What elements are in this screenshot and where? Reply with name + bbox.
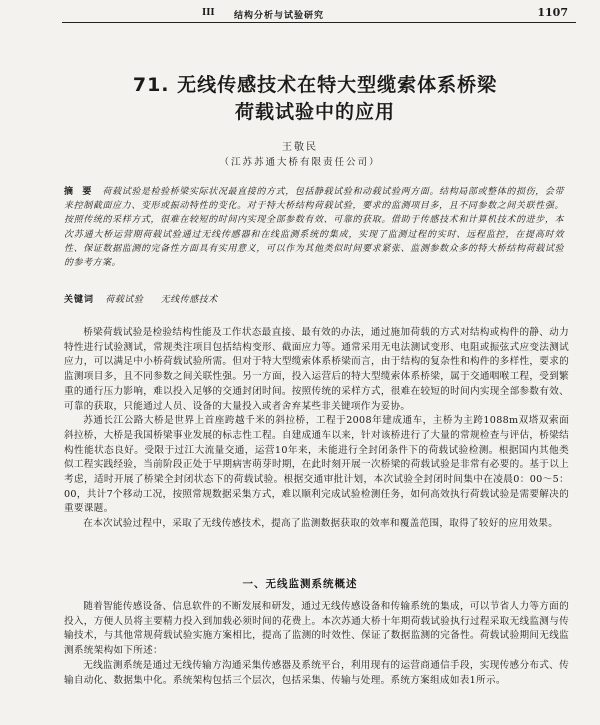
paragraph: 无线监测系统是通过无线传输方沟通采集传感器及系统平台，利用现有的运营商通信手段，实现传感分布式、传输自动化、数据集中化。系统架构包括三个层次，包括采集、传输与处理。系统方案组成如表1所示。 <box>64 659 569 686</box>
keywords-label: 关键词 <box>64 295 95 305</box>
section-heading: 一、无线监测系统概述 <box>242 578 358 590</box>
paragraph: 苏通长江公路大桥是世界上首座跨越千米的斜拉桥，工程于2008年建成通车，主桥为主跨1088m双塔双索面斜拉桥，大桥是我国桥梁事业发展的标志性工程。自建成通车以来，针对该桥进行了大量的常规检查与评估，桥梁结构性能状态良好。受限于过江大流量交通，运营10年来，未能进行全封闭条件下的荷载试验检测。根据国内其他类似工程实践经验，当前阶段正处于早期病害萌芽时期，在此时刻开展一次桥梁的荷载试验是非常有必要的。基于以上考虑，适时开展了桥梁全封闭状态下的荷载试验。根据交通审批计划，本次试验全封闭时间集中在凌晨0：00～5：00，共计7个移动工况，按照常规数据采集方式，难以顺利完成试验检测任务，如何高效执行荷载试验是需要解决的重要课题。 <box>64 415 569 515</box>
author: 王敬民 <box>282 142 318 153</box>
title-line-1: 71. 无线传感技术在特大型缆索体系桥梁 <box>132 74 498 96</box>
title-line-2: 荷载试验中的应用 <box>234 101 395 123</box>
paragraph: 随着智能传感设备、信息软件的不断发展和研发，通过无线传感设备和传输系统的集成，可以节省人力等方面的投入，方便人员将主要精力投入到加载必须时间的花费上。本次苏通大桥十年期荷载试验执行过程采取无线监测与传输技术，与其他常规荷载试验实施方案相比，提高了监测的时效性、保证了数据监测的完备性。荷载试验期间无线监测系统架构如下所述： <box>64 601 569 657</box>
keywords <box>64 292 564 305</box>
paragraph: 桥梁荷载试验是检验结构性能及工作状态最直接、最有效的办法，通过施加荷载的方式对结构或构件的静、动力特性进行试验测试，常规类注项目包括结构变形、截面应力等。通常采用无电法测试变形、电阻或振弦式应变法测试应力，可以满足中小桥荷载试验所需。但对于特大型缆索体系桥梁而言，由于结构的复杂性和构件的多样性，要求的监测项目多，且不同参数之间关联性强。另一方面，投入运营后的特大型缆索体系桥梁，属于交通咽喉工程，受到繁重的通行压力影响，难以投入足够的交通封闭时间。按照传统的采样方式，很难在较短的时间内实现全部参数有效、可靠的获取，只能通过人员、设备的大量投入或者舍弃某些非关键项作为妥协。 <box>64 327 569 412</box>
running-header <box>62 4 576 23</box>
paragraph: 在本次试验过程中，采取了无线传感技术，提高了监测数据获取的效率和覆盖范围，取得了较好的应用效果。 <box>83 518 559 530</box>
page-number: 1107 <box>537 6 568 19</box>
abstract-text: 荷载试验是检验桥梁实际状况最直接的方式，包括静载试验和动载试验两方面。结构局部或整体的损伤，会带来控制截面应力、变形或振动特性的变化。对于特大桥结构荷载试验，要求的监测项目多，且不同参数之间关联性强。按照传统的采样方式，很难在较短的时间内实现全部参数有效、可靠的获取。借助于传感技术和计算机技术的进步，本次苏通大桥运营期荷载试验通过无线传感器和在线监测系统的集成，实现了监测过程的实时、远程监控，在提高时效性、保证数据监测的完备性方面具有实用意义，可以作为其他类似时间要求紧张、监测参数众多的特大桥结构荷载试验的参考方案。 <box>64 187 564 269</box>
abstract <box>64 185 564 270</box>
journal-section-title: 结构分析与试验研究 <box>234 11 325 21</box>
abstract-label: 摘 要 <box>64 187 95 197</box>
article-title <box>40 72 590 126</box>
section-number: III <box>202 8 215 18</box>
keyword: 荷载试验 <box>105 295 144 305</box>
keyword: 无线传感技术 <box>160 295 218 305</box>
affiliation: （江苏苏通大桥有限责任公司） <box>219 157 381 168</box>
introduction <box>64 326 569 532</box>
section-1-body <box>64 600 569 688</box>
